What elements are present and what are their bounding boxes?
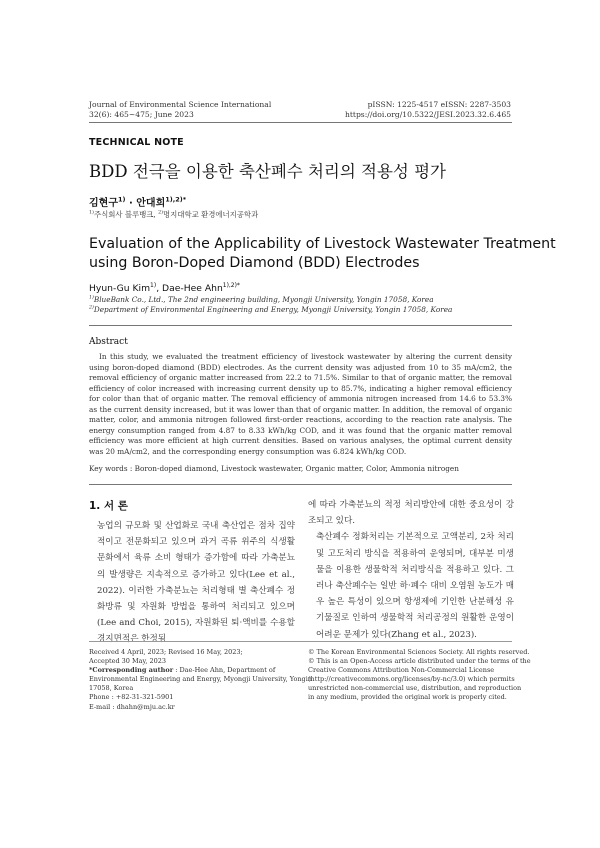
- section-heading: 1. 서 론: [89, 500, 128, 512]
- korean-author-1: 김현구: [89, 198, 118, 209]
- corresponding-postcode: 17058, Korea: [89, 684, 134, 693]
- body-paragraph-continued: 에 따라 가축분뇨의 적정 처리방안에 대한 중요성이 강조되고 있다.: [308, 500, 514, 527]
- abstract-top-rule: [89, 325, 512, 326]
- english-author-1-sup: 1): [150, 281, 157, 289]
- copyright-line-2: © This is an Open-Access article distributed under the terms of the: [308, 657, 531, 666]
- keywords: Key words : Boron-doped diamond, Livestock wastewater, Organic matter, Color, Ammonia nitrogen: [89, 464, 459, 473]
- article-type: TECHNICAL NOTE: [89, 137, 184, 148]
- corresponding-label: *Corresponding author: [89, 666, 174, 675]
- korean-affil-2: 명지대학교 환경에너지공학과: [163, 210, 259, 219]
- korean-affil-1: 주식회사 블루뱅크,: [93, 210, 159, 219]
- journal-header-left: [89, 100, 271, 120]
- footnote-rule: [89, 641, 512, 642]
- corresponding-author: : Dae-Hee Ahn, Department of: [173, 666, 276, 675]
- english-title-line-1: Evaluation of the Applicability of Livestock Wastewater Treatment: [89, 236, 556, 252]
- english-author-2-sup: 1),2)*: [222, 281, 240, 289]
- korean-title: BDD 전극을 이용한 축산폐수 처리의 적용성 평가: [89, 162, 446, 181]
- english-affil-1-sup: 1): [89, 295, 94, 301]
- body-paragraph: 축산폐수 정화처리는 기본적으로 고액분리, 2차 처리 및 고도처리 방식을 적용하여 운영되며, 대부분 미생물을 이용한 생물학적 처리방식을 적용하고 있다. 그러나 축산폐수는 일반 하·폐수 대비 오염원 농도가 매우 높은 특성이 있으며 항생제에 기인한 난분해성 유기물질로 인하여 생물학적 처리공정의 원활한 운영이 어려운 문제가 있다(Zhang et al., 2023).: [316, 532, 514, 640]
- abstract-text: In this study, we evaluated the treatment efficiency of livestock wastewater by altering the current density using boron-doped diamond (BDD) electrodes. As the current density was adjusted from 10 to 35 mA/cm2, the removal efficiency of organic matter increased from 22.2 to 71.5%. Similar to that of organic matter, the removal efficiency of color increased with increasing current density up to 85.7%, indicating a higher removal efficiency for color than that of organic matter. The removal efficiency of ammonia nitrogen increased from 14.6 to 53.3% as the current density increased, but it was lower than that of organic matter. In addition, the removal of organic matter, color, and ammonia nitrogen followed first-order reactions, according to the reaction rate analysis. The energy consumption ranged from 4.87 to 8.33 kWh/kg COD, and it was found that the organic matter removal efficiency was more efficient at high current densities. Based on various analyses, the optimal current density was 20 mA/cm2, and the corresponding energy consumption was 6.824 kWh/kg COD.: [89, 352, 512, 456]
- korean-affiliations: [89, 209, 258, 220]
- english-authors: [89, 283, 240, 294]
- abstract-heading: Abstract: [89, 337, 128, 347]
- journal-header-right: [345, 100, 511, 120]
- english-title: [89, 235, 556, 273]
- english-affil-1: BlueBank Co., Ltd., The 2nd engineering building, Myongji University, Yongin 17058, Korea: [93, 295, 434, 304]
- journal-issn: pISSN: 1225-4517 eISSN: 2287-3503: [367, 100, 511, 109]
- body-paragraph: 농업의 규모화 및 산업화로 국내 축산업은 점차 집약적이고 전문화되고 있으며 과거 곡류 위주의 식생활 문화에서 육류 소비 형태가 증가함에 따라 가축분뇨의 발생량은 지속적으로 증가하고 있다(Lee et al., 2022). 이러한 가축분뇨는 처리형태 별 축산폐수 정화방류 및 자원화 방법을 통하여 처리되고 있으며(Lee and Choi, 2015), 자원화된 퇴·액비를 수용할 경지면적은 한정됨: [97, 521, 295, 645]
- keywords-bottom-rule: [89, 484, 512, 485]
- accepted-date: Accepted 30 May, 2023: [89, 657, 167, 666]
- body-column-left: [89, 518, 295, 648]
- journal-name: Journal of Environmental Science International: [89, 100, 272, 109]
- abstract-body: [89, 352, 512, 457]
- english-author-2: Dae-Hee Ahn: [162, 283, 223, 294]
- copyright-notice: [308, 648, 531, 703]
- email[interactable]: E-mail : dhahn@mju.ac.kr: [89, 702, 175, 711]
- korean-author-2: 안대희: [136, 198, 166, 209]
- copyright-line-6: in any medium, provided the original work is properly cited.: [308, 693, 507, 702]
- journal-volume: 32(6): 465~475; June 2023: [89, 110, 194, 119]
- english-affil-2: Department of Environmental Engineering and Energy, Myongji University, Yongin 17058, Korea: [93, 305, 453, 314]
- journal-doi[interactable]: https://doi.org/10.5322/JESI.2023.32.6.465: [344, 110, 511, 119]
- article-footnote: [89, 648, 312, 712]
- header-rule: [89, 122, 512, 123]
- english-author-separator: ,: [156, 283, 163, 294]
- korean-affil-2-sup: 2): [158, 210, 164, 216]
- korean-author-1-sup: 1): [117, 195, 126, 204]
- korean-author-2-sup: 1),2)*: [165, 195, 187, 204]
- phone: Phone : +82-31-321-5901: [89, 693, 174, 702]
- license-url[interactable]: (http://creativecommons.org/licenses/by-nc/3.0) which permits: [308, 675, 515, 684]
- english-title-line-2: using Boron-Doped Diamond (BDD) Electrodes: [89, 255, 420, 271]
- author-separator: ·: [125, 198, 137, 209]
- body-column-right: [308, 497, 514, 643]
- english-author-1: Hyun-Gu Kim: [89, 283, 151, 294]
- copyright-line-5: unrestricted non-commercial use, distribution, and reproduction: [308, 684, 522, 693]
- korean-authors: [89, 194, 186, 209]
- received-dates: Received 4 April, 2023; Revised 16 May, 2023;: [89, 648, 243, 656]
- korean-affil-1-sup: 1): [89, 210, 94, 216]
- corresponding-affiliation: Environmental Engineering and Energy, Myongji University, Yongin: [89, 675, 312, 684]
- copyright-line-3: Creative Commons Attribution Non-Commercial License: [308, 666, 495, 675]
- english-affiliations: [89, 295, 452, 315]
- english-affil-2-sup: 2): [89, 305, 94, 311]
- copyright-line-1: © The Korean Environmental Sciences Society. All rights reserved.: [308, 648, 530, 656]
